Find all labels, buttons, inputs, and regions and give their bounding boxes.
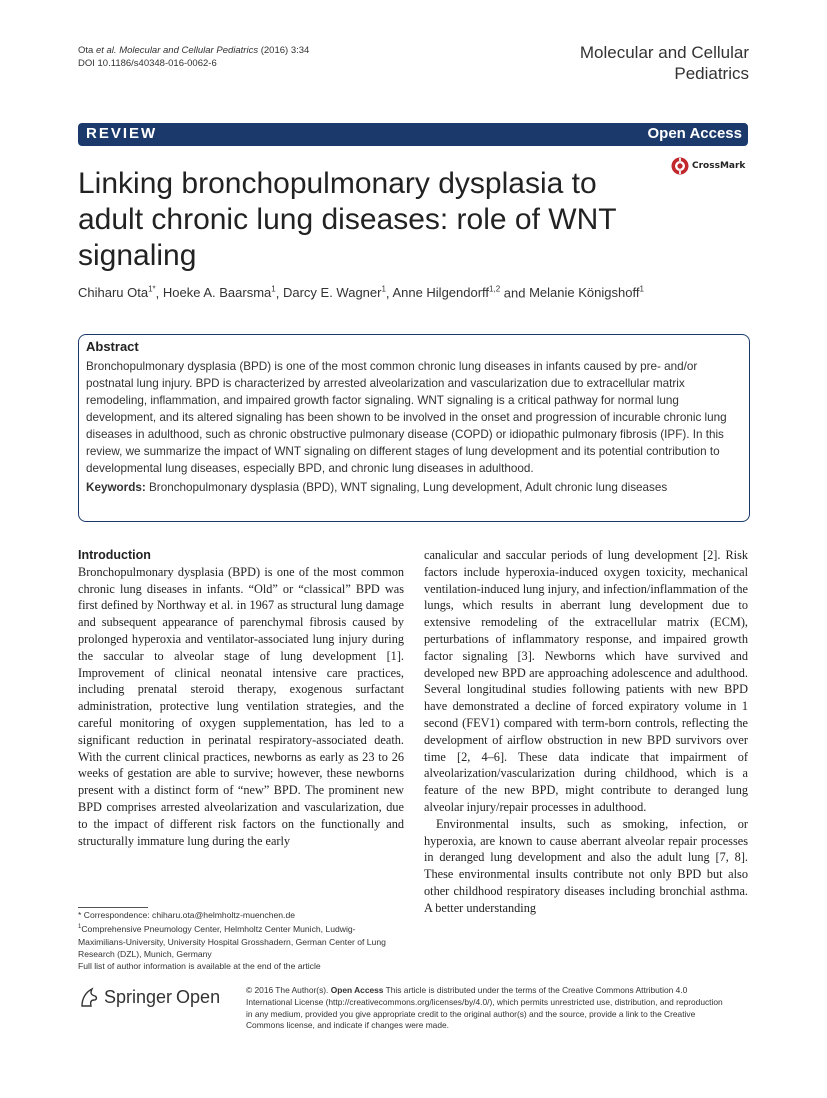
affiliation: $^1$Comprehensive Pneumology Center, Helmholtz Center Munich, Ludwig-Maximilians-University, University Hospital Grosshadern, German Center of Lung Research (DZL), Munich, Germany — [78, 924, 386, 960]
correspondence: * Correspondence: chiharu.ota@helmholtz-muenchen.de — [78, 910, 296, 920]
author[interactable]: Anne Hilgendorff$^{1,2}$ — [392, 285, 501, 301]
citation-header — [78, 44, 309, 70]
open-access-label: Open Access — [647, 125, 742, 142]
journal-name: Molecular and Cellular Pediatrics — [579, 43, 749, 83]
crossmark-badge[interactable] — [671, 157, 745, 175]
body-column-right — [424, 547, 748, 917]
paragraph: Environmental insults, such as smoking, infection, or hyperoxia, are known to cause aberrant alveolar repair processes in deranged lung development and also the adult lung [7, 8]. These environmental insults contribute not only BPD but also other childhood respiratory diseases including bronchial asthma. A better understanding — [424, 816, 748, 915]
full-author-info-note: Full list of author information is available at the end of the article — [78, 961, 321, 972]
article-type-label: REVIEW — [86, 125, 158, 142]
author[interactable]: Chiharu Ota$^{1*}$ — [78, 285, 156, 301]
footnote-divider — [78, 907, 148, 908]
body-column-left — [78, 547, 404, 849]
article-type-banner — [78, 123, 748, 146]
crossmark-label: CrossMark — [692, 161, 746, 171]
author[interactable]: Hoeke A. Baarsma$^1$ — [162, 285, 276, 301]
author-list: Chiharu Ota$^{1*}$, Hoeke A. Baarsma$^1$, Darcy E. Wagner$^1$, Anne Hilgendorff$^{1,2}$ and Melanie Königshoff$^1$ — [78, 285, 644, 301]
section-heading-introduction: Introduction — [78, 548, 151, 562]
license-statement: © 2016 The Author(s). Open Access This article is distributed under the terms of the Creative Commons Attribution 4.0 International License (http://creativecommons.org/licenses/by/4.0/), which permits unrestricted use, distribution, and reproduction in any medium, provided you give appropriate credit to the original author(s) and the source, provide a link to the Creative Commons license, and indicate if changes were made. — [246, 985, 723, 1031]
crossmark-icon — [671, 157, 689, 175]
author[interactable]: Melanie Königshoff$^1$ — [529, 285, 644, 301]
keywords: Keywords: Bronchopulmonary dysplasia (BPD), WNT signaling, Lung development, Adult chronic lung diseases — [86, 481, 668, 494]
doi[interactable]: DOI 10.1186/s40348-016-0062-6 — [78, 58, 217, 69]
footnotes — [78, 909, 398, 973]
springer-horse-icon — [78, 986, 100, 1008]
paragraph: canalicular and saccular periods of lung development [2]. Risk factors include hyperoxia-induced oxygen toxicity, mechanical ventilation-induced lung injury, and infection/inflammation of the lungs, which results in aberrant lung development due to extensive remodeling of the extracellular matrix (ECM), perturbations of inflammatory response, and impaired growth factor signaling [3]. Newborns which have survived and developed new BPD are approaching adolescence and adulthood. Several longitudinal studies following patients with new BPD have demonstrated a decline of forced expiratory volume in 1 second (FEV1) compared with term-born controls, reflecting the development of airflow obstruction in new BPD survivors over time [2, 4–6]. These data indicate that impairment of alveolarization/vascularization during childhood, which is a feature of the new BPD, might contribute to deranged lung alveolar injury/repair processes in adulthood. — [424, 548, 748, 814]
author[interactable]: Darcy E. Wagner$^1$ — [282, 285, 386, 301]
paragraph: Bronchopulmonary dysplasia (BPD) is one of the most common chronic lung diseases in infants. “Old” or “classical” BPD was first defined by Northway et al. in 1967 as structural lung damage and subsequent appearance of parenchymal fibrosis caused by prolonged hyperoxia and ventilator-associated lung injury during the saccular to alveolar stage of lung development [1]. Improvement of clinical neonatal intensive care practices, including prenatal steroid therapy, exogenous surfactant administration, protective lung ventilation strategies, and the careful monitoring of oxygen supplementation, has led to a significant reduction in perinatal respiratory-associated death. With the current clinical practices, newborns as early as 23 to 26 weeks of gestation are able to survive; however, these newborns present with a distinct form of “new” BPD. The prominent new BPD comprises arrested alveolarization and vascularization, due to the impact of different risk factors on the functionally and structurally immature lung during the early — [78, 564, 404, 848]
abstract-box — [78, 334, 750, 522]
abstract-text: Bronchopulmonary dysplasia (BPD) is one of the most common chronic lung diseases in infants caused by pre- and/or postnatal lung injury. BPD is characterized by arrested alveolarization and vascularization due to extracellular matrix remodeling, inflammation, and impaired growth factor signaling. WNT signaling is a critical pathway for normal lung development, and its altered signaling has been shown to be involved in the onset and progression of incurable chronic lung diseases in adulthood, such as chronic obstructive pulmonary disease (COPD) or idiopathic pulmonary fibrosis (IPF). In this review, we summarize the impact of WNT signaling on different stages of lung development and its potential contribution to developmental lung diseases, especially BPD, and chronic lung diseases in adulthood. — [86, 360, 727, 475]
abstract-heading: Abstract — [86, 339, 139, 354]
springer-open-logo: Springer Open — [78, 986, 220, 1008]
article-title: Linking bronchopulmonary dysplasia to adult chronic lung diseases: role of WNT signaling — [78, 167, 617, 272]
citation-line: Ota et al. Molecular and Cellular Pediatrics (2016) 3:34 — [78, 45, 310, 56]
